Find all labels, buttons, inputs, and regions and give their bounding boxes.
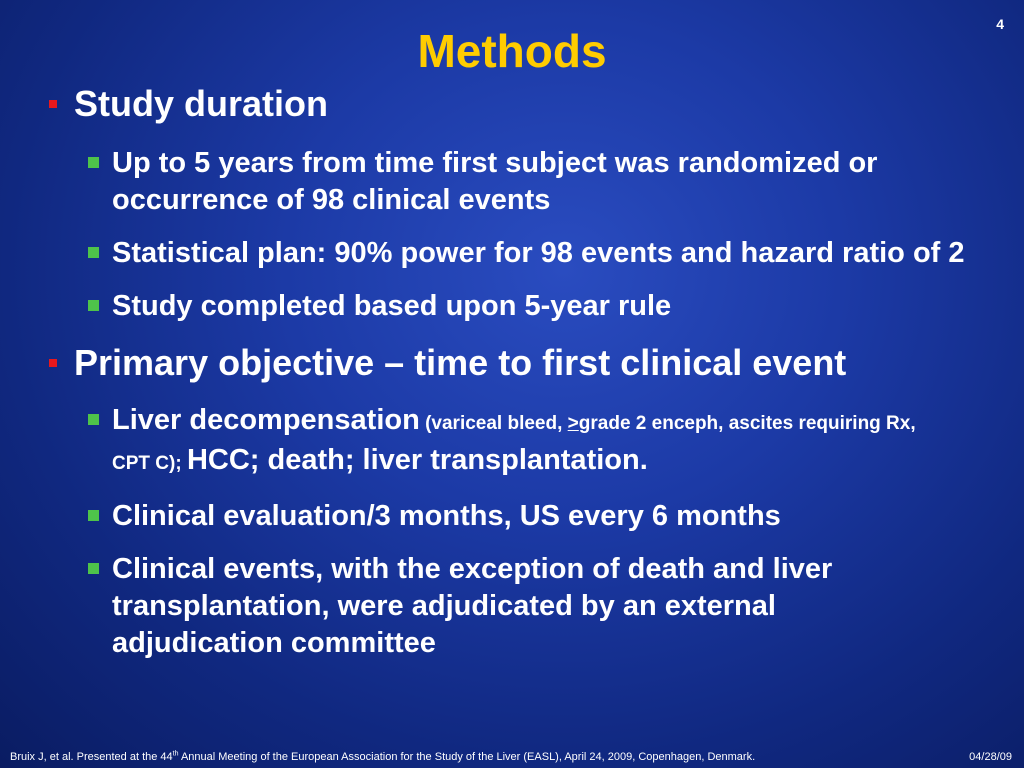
gte-symbol: >	[567, 413, 579, 434]
sub-bullet	[112, 551, 912, 662]
citation-text: Annual Meeting of the European Association for the Study of the Liver (EASL), April 24, 2009, Copenhagen, Denmark.	[178, 751, 756, 763]
sub-bullet	[112, 145, 996, 219]
green-square-bullet-icon	[88, 300, 99, 311]
sub-bullet-text: Statistical plan: 90% power for 98 events and hazard ratio of 2	[112, 237, 965, 269]
sub-bullet-liver-decompensation	[112, 402, 932, 482]
sub-bullet-text: Clinical evaluation/3 months, US every 6 months	[112, 500, 781, 532]
sub-bullet	[112, 288, 996, 325]
sub-bullet-text: Study completed based upon 5-year rule	[112, 290, 672, 322]
sub-bullet-tail: HCC; death; liver transplantation.	[186, 444, 648, 476]
green-square-bullet-icon	[88, 414, 99, 425]
sub-bullet-text: Clinical events, with the exception of death and liver transplantation, were adjudicated by an external adjudication committee	[112, 553, 833, 659]
red-square-bullet-icon	[49, 359, 57, 367]
red-square-bullet-icon	[49, 100, 57, 108]
citation-superscript: th	[172, 750, 179, 758]
slide-title: Methods	[417, 25, 607, 77]
green-square-bullet-icon	[88, 157, 99, 168]
sub-bullet-lead: Liver decompensation	[112, 404, 420, 436]
slide-content	[46, 84, 996, 662]
sub-bullet-detail: grade 2 enceph, ascites requiring Rx, CPT C);	[112, 413, 916, 474]
bullet-heading: Study duration	[74, 83, 328, 124]
bullet-study-duration	[46, 84, 996, 124]
bullet-primary-objective	[46, 343, 996, 383]
sub-bullet	[112, 498, 996, 535]
sub-bullet-text: Up to 5 years from time first subject was randomized or occurrence of 98 clinical events	[112, 147, 878, 216]
green-square-bullet-icon	[88, 563, 99, 574]
green-square-bullet-icon	[88, 510, 99, 521]
footer-citation	[10, 751, 1012, 763]
sub-bullet	[112, 235, 996, 272]
bullet-heading: Primary objective – time to first clinical event	[74, 342, 847, 383]
sub-bullet-detail: (variceal bleed,	[419, 413, 568, 434]
slide-number: 4	[996, 16, 1004, 32]
green-square-bullet-icon	[88, 247, 99, 258]
citation-text: Bruix J, et al. Presented at the 44	[10, 751, 173, 763]
footer-date: 04/28/09	[969, 751, 1012, 763]
